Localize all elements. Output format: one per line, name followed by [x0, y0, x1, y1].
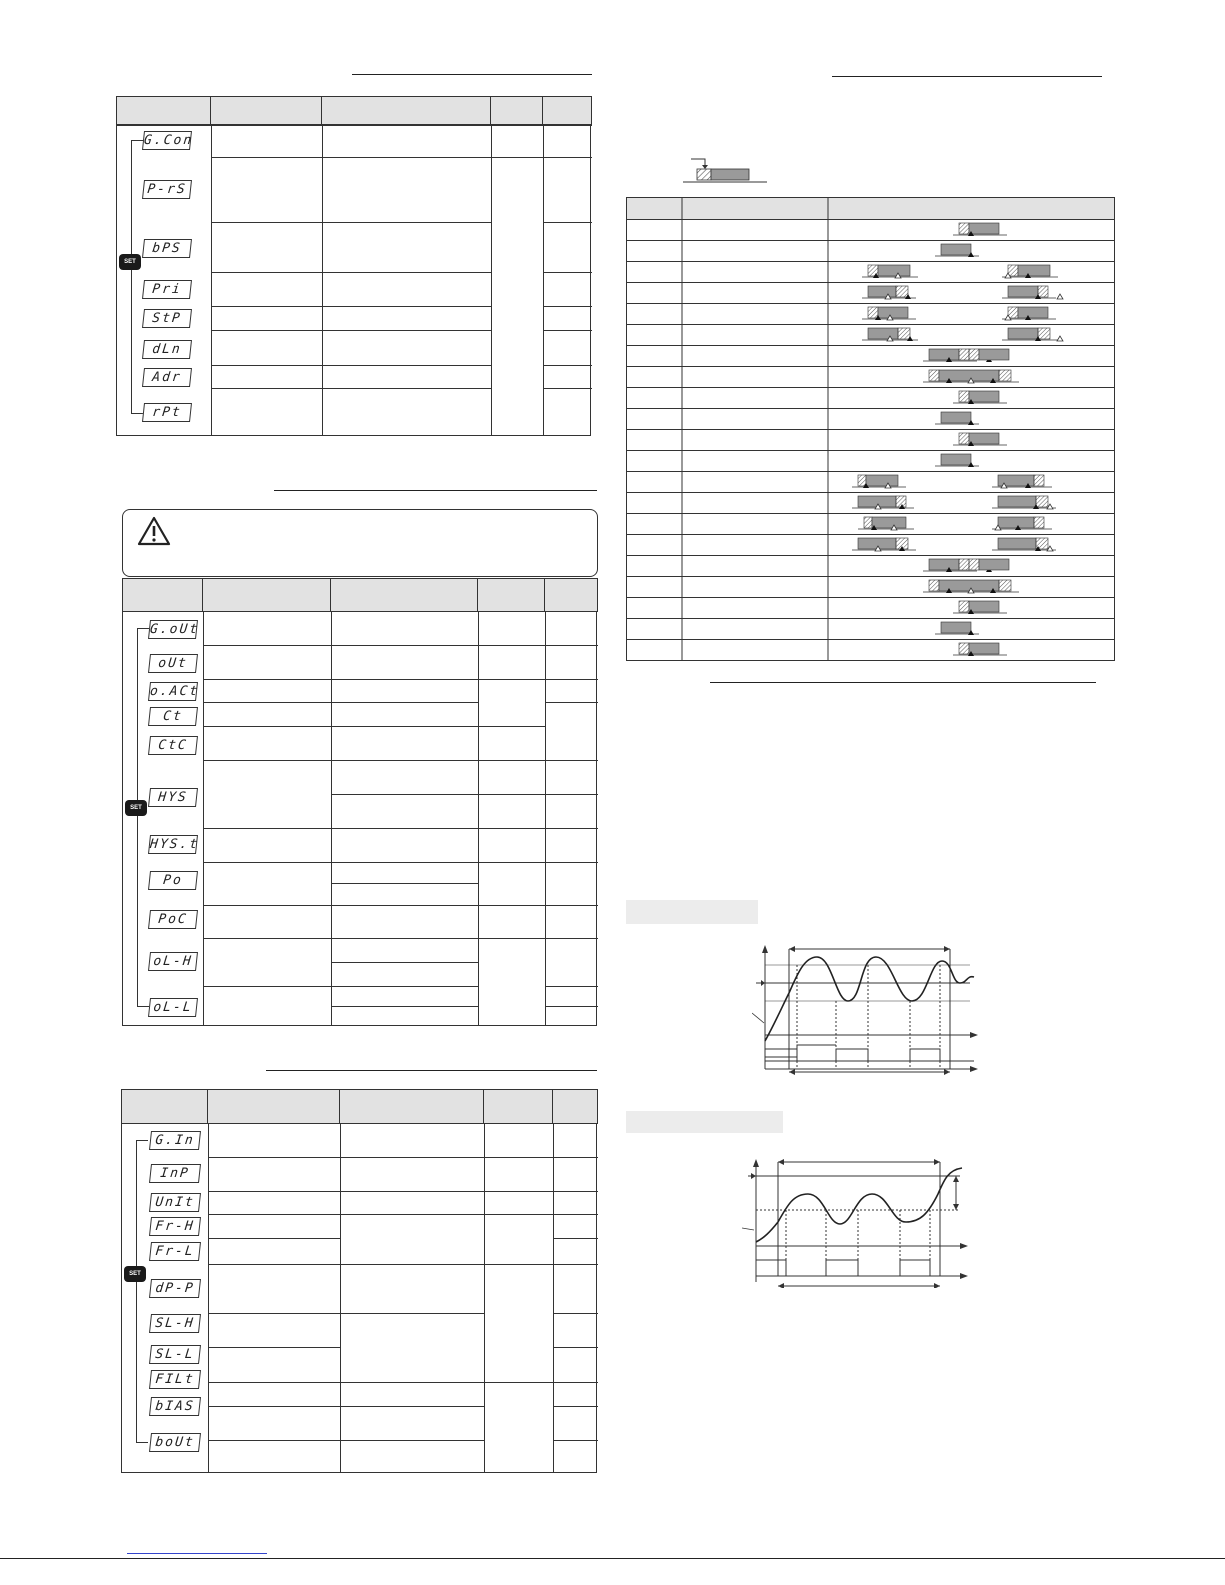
alarm-band — [941, 412, 971, 423]
lcd-parameter: HYS.t — [149, 837, 200, 852]
hatch-band — [898, 328, 910, 339]
lcd-parameter: Pri — [142, 280, 192, 299]
lcd-parameter: oL-H — [148, 952, 198, 971]
section-rule — [710, 682, 1096, 683]
alarm-band — [1008, 328, 1038, 339]
section-rule — [266, 1070, 597, 1071]
setpoint-open-marker — [1057, 294, 1063, 299]
hatch-band — [858, 475, 866, 486]
set-key-icon[interactable]: SET — [119, 254, 141, 270]
alarm-band — [868, 286, 896, 297]
alarm-band — [929, 559, 959, 570]
alarm-band — [969, 643, 999, 654]
alarm-band — [979, 559, 1009, 570]
hatch-band — [959, 559, 969, 570]
pid-control-label — [626, 1111, 783, 1133]
alarm-band — [941, 454, 971, 465]
set-key-icon[interactable]: SET — [125, 800, 147, 816]
communication-table — [116, 96, 592, 126]
lcd-parameter: rPt — [142, 403, 192, 422]
hatch-band — [959, 391, 969, 402]
section-rule — [352, 74, 592, 75]
hatch-band — [896, 496, 906, 507]
lcd-parameter: o.ACt — [149, 684, 200, 699]
lcd-parameter: G.In — [149, 1131, 201, 1150]
lcd-parameter: P-rS — [142, 180, 192, 199]
lcd-parameter: Fr-H — [149, 1217, 201, 1236]
alarm-band — [979, 349, 1009, 360]
lcd-parameter: Fr-L — [149, 1242, 201, 1261]
hatch-band — [1034, 475, 1044, 486]
caution-box — [122, 509, 598, 577]
table-header — [627, 198, 1115, 220]
pid-control-graph — [742, 1158, 972, 1288]
alarm-band — [878, 307, 908, 318]
lcd-parameter: oUt — [148, 654, 198, 673]
alarm-band — [969, 223, 999, 234]
lcd-parameter: G.oUt — [149, 622, 200, 637]
hatch-band — [1008, 307, 1018, 318]
alarm-band — [941, 622, 971, 633]
hatch-band — [868, 307, 878, 318]
lcd-parameter: dLn — [142, 340, 192, 359]
alarm-band — [969, 391, 999, 402]
setpoint-open-marker — [1057, 336, 1063, 341]
footer-link[interactable] — [127, 1553, 267, 1554]
section-rule — [832, 76, 1102, 77]
input-body — [121, 1123, 597, 1473]
hatch-band — [959, 601, 969, 612]
hatch-band — [896, 286, 908, 297]
hatch-band — [999, 370, 1011, 381]
alarm-band — [868, 328, 898, 339]
lcd-parameter: SL-H — [149, 1314, 201, 1333]
hatch-band — [1038, 328, 1050, 339]
lcd-parameter: InP — [149, 1164, 201, 1183]
alarm-band — [872, 517, 906, 528]
alarm-band — [939, 370, 999, 381]
alarm-operation-table — [626, 197, 1116, 663]
warning-triangle-icon — [137, 516, 171, 546]
hatch-band — [864, 517, 872, 528]
alarm-band — [998, 517, 1034, 528]
hatch-band — [929, 580, 939, 591]
set-key-icon[interactable]: SET — [124, 1266, 146, 1282]
alarm-band — [939, 580, 999, 591]
lcd-parameter: FILt — [149, 1370, 201, 1389]
lcd-parameter: CtC — [148, 736, 198, 755]
hatch-band — [959, 433, 969, 444]
hatch-band — [959, 643, 969, 654]
alarm-band — [998, 496, 1036, 507]
output-table-header — [122, 578, 598, 612]
alarm-band — [998, 538, 1036, 549]
lcd-parameter: SL-L — [149, 1345, 201, 1364]
onoff-control-graph — [752, 945, 982, 1075]
lcd-parameter: UnIt — [149, 1193, 201, 1212]
hatch-band — [969, 559, 979, 570]
lcd-parameter: bPS — [142, 239, 192, 258]
alarm-band — [969, 601, 999, 612]
input-table-header — [121, 1089, 598, 1124]
alarm-band — [878, 265, 910, 276]
alarm-band — [1018, 265, 1050, 276]
lcd-parameter: bIAS — [149, 1397, 201, 1416]
alarm-band — [1008, 286, 1038, 297]
lcd-parameter: PoC — [148, 910, 198, 929]
communication-body — [116, 124, 591, 436]
lcd-parameter: G.Con — [143, 133, 194, 148]
lcd-parameter: Adr — [142, 368, 192, 387]
lcd-parameter: Ct — [148, 707, 198, 726]
hatch-band — [969, 349, 979, 360]
section-rule — [274, 490, 597, 491]
alarm-band-legend — [675, 155, 775, 189]
alarm-band — [1018, 307, 1048, 318]
hatch-band — [1008, 265, 1018, 276]
hatch-band — [1034, 517, 1044, 528]
lcd-parameter: Po — [148, 871, 198, 890]
alarm-band — [941, 244, 971, 255]
lcd-parameter: HYS — [148, 788, 198, 807]
alarm-band — [969, 433, 999, 444]
onoff-control-label — [626, 900, 758, 924]
alarm-band — [866, 475, 898, 486]
lcd-parameter: oL-L — [148, 998, 198, 1017]
hatch-band — [999, 580, 1011, 591]
footer-rule — [0, 1558, 1225, 1559]
hatch-band — [1036, 496, 1048, 507]
hatch-band — [929, 370, 939, 381]
hatch-band — [959, 223, 969, 234]
alarm-band — [929, 349, 959, 360]
lcd-parameter: boUt — [149, 1433, 201, 1452]
output-body — [122, 611, 597, 1026]
lcd-parameter: dP-P — [149, 1279, 201, 1298]
hatch-band — [1038, 286, 1048, 297]
lcd-parameter: StP — [142, 309, 192, 328]
hatch-band — [959, 349, 969, 360]
